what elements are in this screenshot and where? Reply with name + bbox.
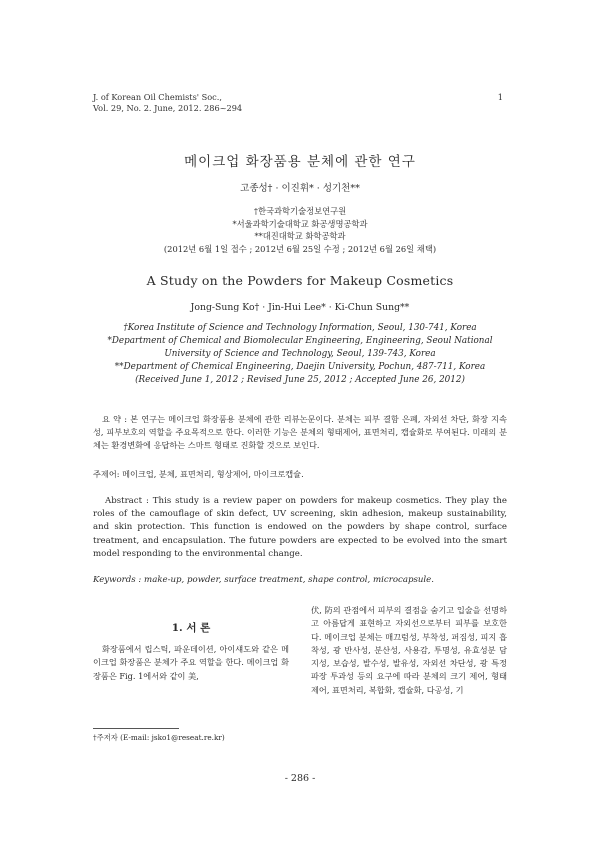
korean-affiliation: *서울과학기술대학교 화공생명공학과 xyxy=(232,218,368,229)
korean-abstract: 요 약 : 본 연구는 메이크업 화장품용 분체에 관한 리뷰논문이다. 분체는 피부 결함 은폐, 자외선 차단, 화장 지속성, 피부보호의 역할을 주요목적으로 한다. 이러한 기능은 분체의 형태제어, 표면처리, 캡슐화로 부여된다. 미래의 분체는 환경변화에 응답하는 스마트 형태로 진화할 것으로 보인다. xyxy=(93,414,507,451)
english-affiliation: **Department of Chemical Engineering, Daejin University, Pochun, 487-711, Korea xyxy=(114,362,486,372)
page-number-top: 1 xyxy=(497,92,503,102)
page-footer: - 286 - xyxy=(284,773,316,784)
english-affiliation: University of Science and Technology, Seoul, 139-743, Korea xyxy=(164,349,436,359)
korean-authors: 고종성† · 이진휘* · 성기천** xyxy=(240,183,360,194)
korean-affiliations xyxy=(0,205,600,255)
footnote: †주저자 (E-mail: jsko1@reseat.re.kr) xyxy=(93,733,225,742)
korean-keywords: 주제어: 메이크업, 분체, 표면처리, 형상제어, 마이크로캡슐. xyxy=(93,469,304,479)
section-title: 1. 서 론 xyxy=(171,622,211,634)
footnote-divider xyxy=(93,728,179,729)
english-title: A Study on the Powders for Makeup Cosmetics xyxy=(146,273,454,288)
body-text-left-column: 화장품에서 립스틱, 파운데이션, 아이섀도와 같은 메이크업 화장품은 분체가 주요 역할을 한다. 메이크업 화장품은 Fig. 1에서와 같이 美, xyxy=(93,644,289,681)
english-dates: (Received June 1, 2012 ; Revised June 25, 2012 ; Accepted June 26, 2012) xyxy=(135,375,465,385)
english-affiliations xyxy=(0,322,600,387)
english-affiliation: †Korea Institute of Science and Technology Information, Seoul, 130-741, Korea xyxy=(123,323,477,333)
english-abstract: Abstract : This study is a review paper on powders for makeup cosmetics. They play the roles of the camouflage of skin defect, UV screening, skin adhesion, makeup sustainability, and skin protection. This function is endowed on the powders by shape control, surface treatment, and encapsulation. The future powders are expected to be evolved into the smart model responding to the environmental change. xyxy=(93,496,507,559)
body-text-right-column: 伏, 防의 관점에서 피부의 결점을 숨기고 입술을 선명하고 아름답게 표현하고 자외선으로부터 피부를 보호한다. 메이크업 분체는 매끄럼성, 부착성, 퍼짐성, 피지 흡착성, 광 반사성, 분산성, 사용감, 투명성, 유효성분 담지성, 보습성, 발수성, 발유성, 자외선 차단성, 광 특정 파장 투과성 등의 요구에 따라 분체의 크기 제어, 형태 제어, 표면처리, 복합화, 캡슐화, 다공성, 기 xyxy=(311,605,507,695)
english-keywords xyxy=(93,575,507,585)
korean-dates: (2012년 6월 1일 접수 ; 2012년 6월 25일 수정 ; 2012년 6월 26일 채택) xyxy=(163,243,437,254)
journal-header xyxy=(93,92,242,114)
korean-affiliation: †한국과학기술정보연구원 xyxy=(253,206,347,216)
journal-line-1: J. of Korean Oil Chemists' Soc., xyxy=(93,92,222,102)
journal-line-2: Vol. 29, No. 2. June, 2012. 286~294 xyxy=(93,103,243,113)
english-authors: Jong-Sung Ko† · Jin-Hui Lee* · Ki-Chun Sung** xyxy=(190,302,410,313)
korean-affiliation: **대진대학교 화학공학과 xyxy=(254,231,346,241)
korean-title: 메이크업 화장품용 분체에 관한 연구 xyxy=(184,154,416,170)
keywords-label: Keywords xyxy=(93,575,136,585)
keywords-list: : make-up, powder, surface treatment, shape control, microcapsule. xyxy=(135,575,434,585)
english-affiliation: *Department of Chemical and Biomolecular Engineering, Engineering, Seoul National xyxy=(107,336,493,346)
